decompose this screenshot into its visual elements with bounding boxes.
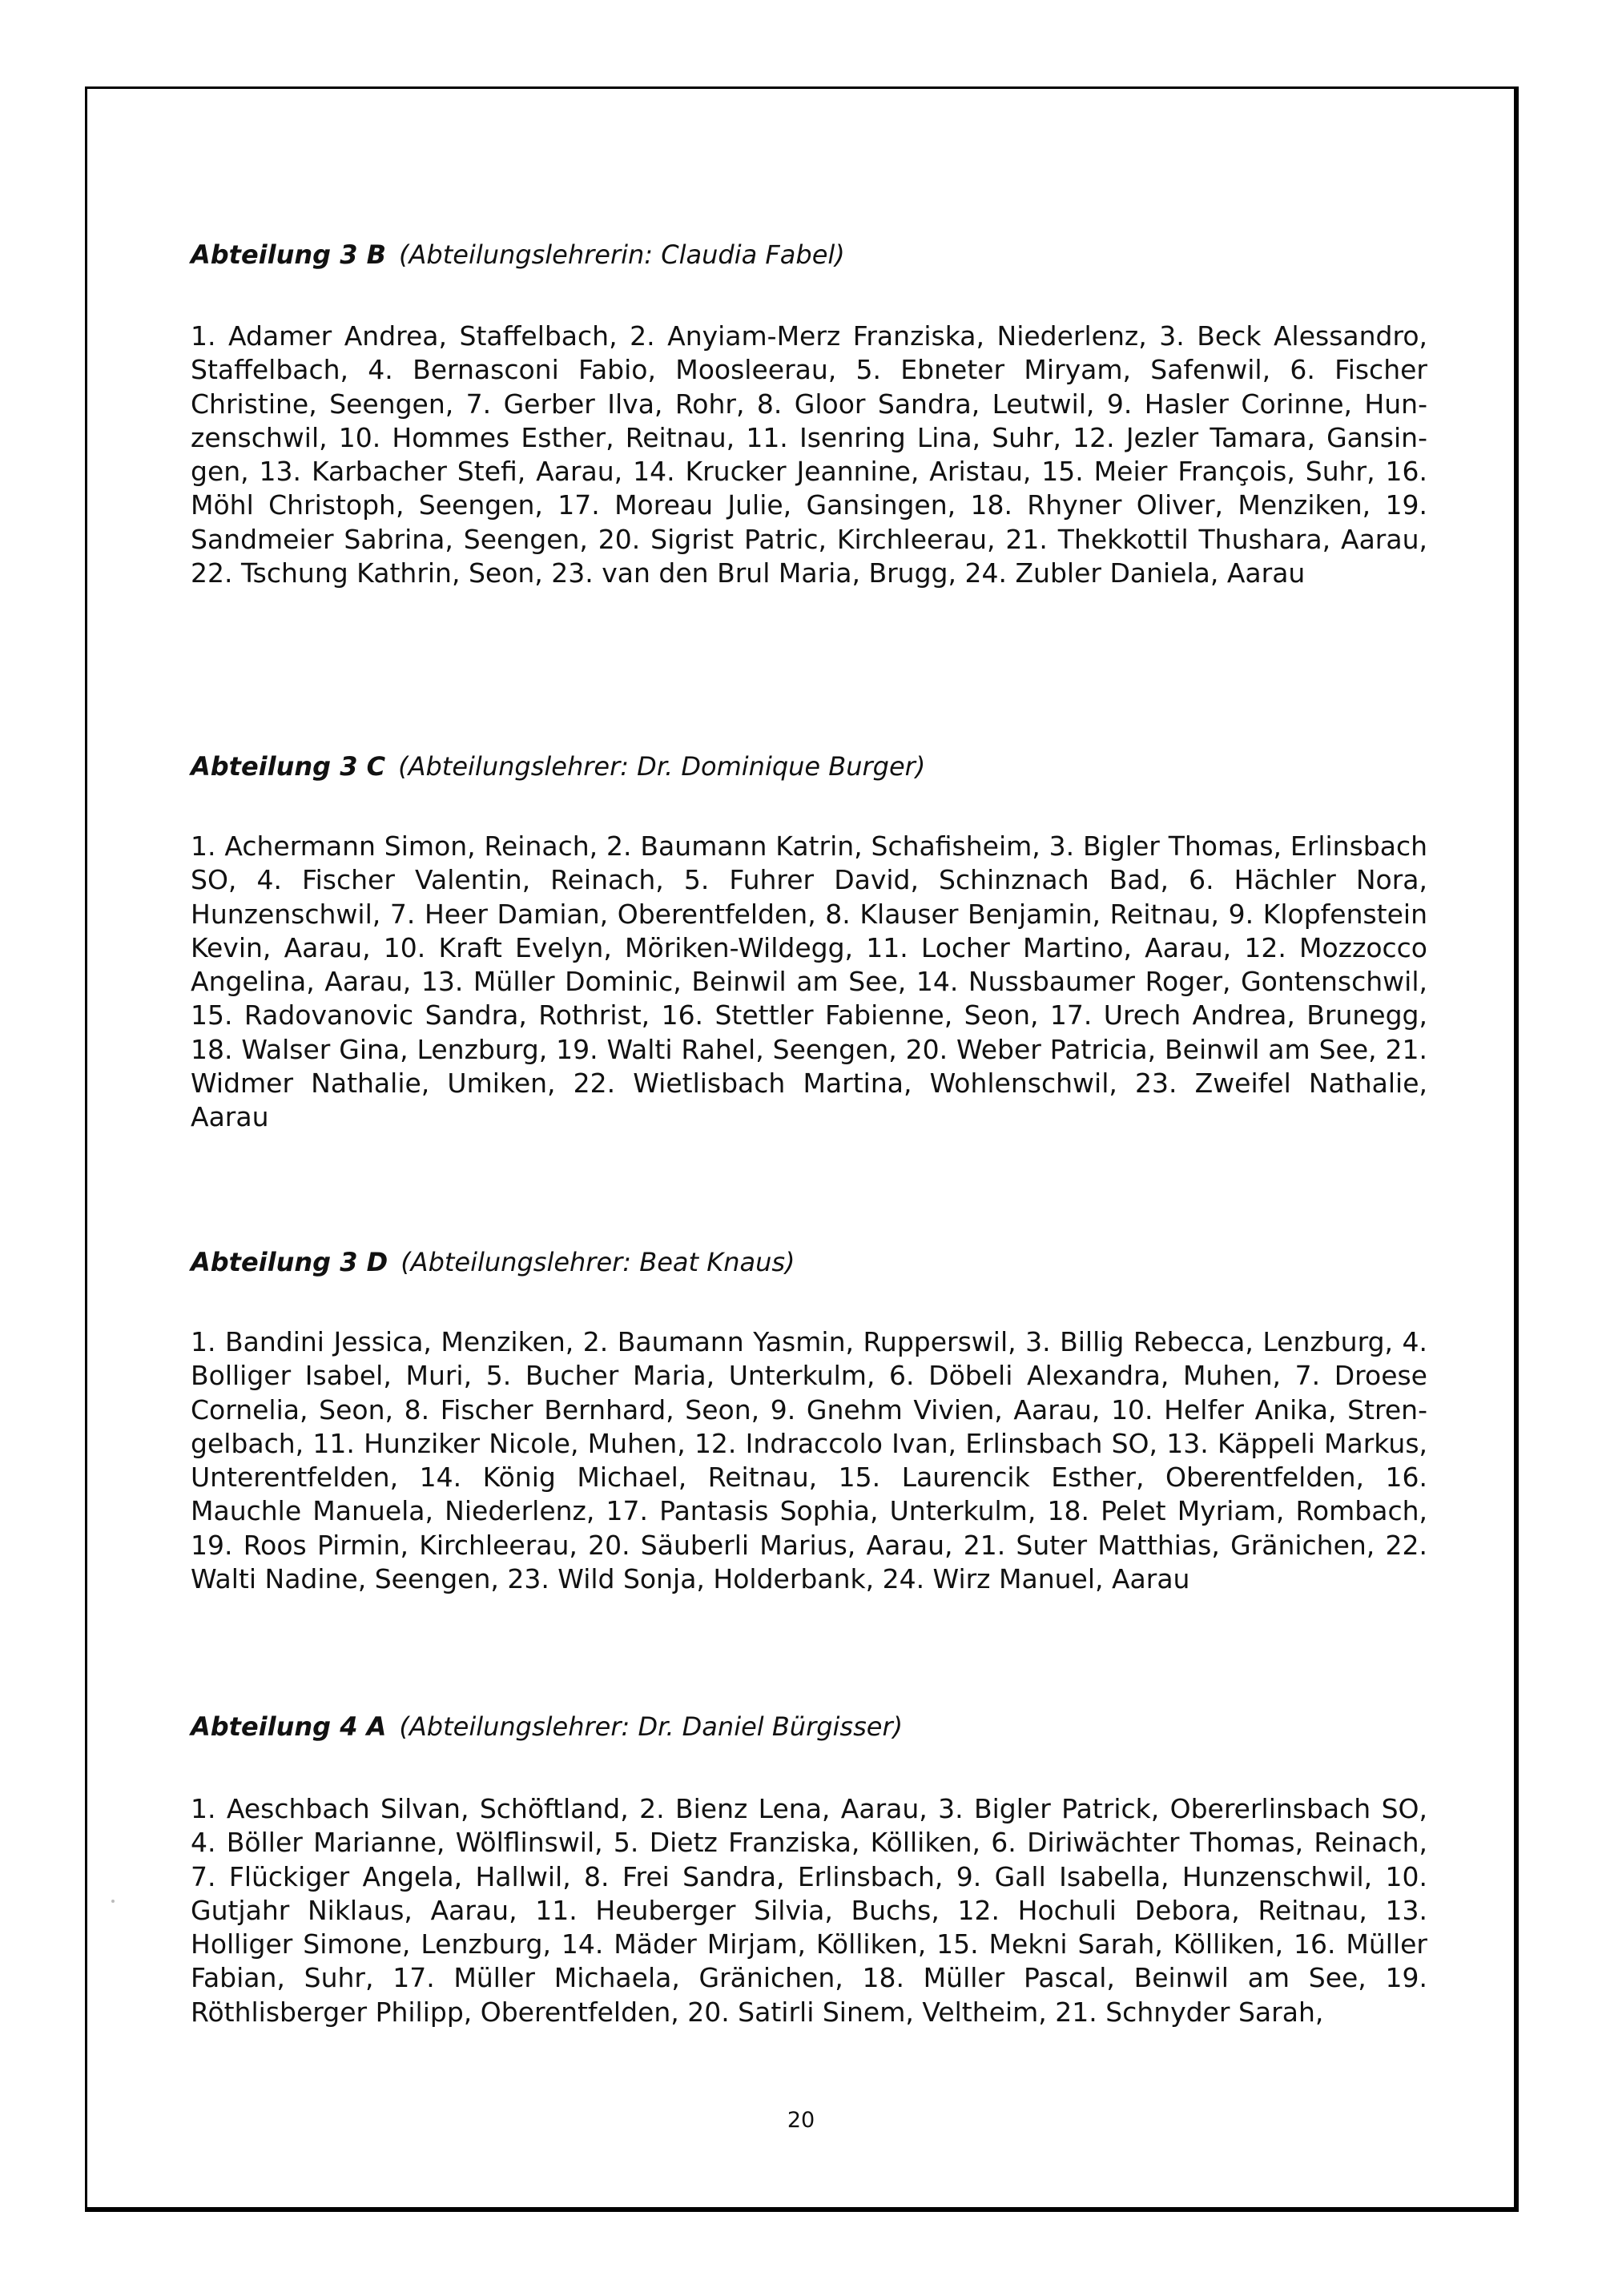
section-heading (191, 239, 1427, 271)
department-label: Abteilung 3 D (191, 1247, 388, 1277)
scan-artifact (111, 1900, 115, 1903)
teacher-label: (Abteilungslehrer: Beat Knaus) (400, 1247, 795, 1277)
page-number: 20 (787, 2108, 815, 2133)
section-4a (191, 1711, 1427, 2029)
teacher-label: (Abteilungslehrer: Dr. Dominique Burger) (398, 751, 926, 782)
section-heading (191, 750, 1427, 782)
department-label: Abteilung 3 C (191, 751, 386, 782)
section-3d (191, 1246, 1427, 1596)
department-label: Abteilung 3 B (191, 239, 387, 270)
section-3b (191, 239, 1427, 590)
section-3c (191, 750, 1427, 1135)
section-heading (191, 1711, 1427, 1743)
member-list: 1. Aeschbach Silvan, Schöftland, 2. Bienz Lena, Aarau, 3. Bigler Patrick, Obererlinsbach SO, 4. Böller Marianne, Wölflinswil, 5. Dietz Franziska, Kölliken, 6. Diriwächter Thomas, Reinach, 7. Flückiger Angela, Hallwil, 8. Frei Sandra, Erlinsbach, 9. Gall Isabella, Hunzenschwil, 10. Gutjahr Niklaus, Aarau, 11. Heuberger Silvia, Buchs, 12. Hochuli Debora, Reitnau, 13. Holliger Simone, Lenzburg, 14. Mäder Mirjam, Kölliken, 15. Mekni Sarah, Kölliken, 16. Müller Fabian, Suhr, 17. Müller Michaela, Gränichen, 18. Müller Pascal, Beinwil am See, 19. Röthlisberger Philipp, Oberentfelden, 20. Satirli Sinem, Veltheim, 21. Schnyder Sarah, (191, 1793, 1427, 2028)
member-list: 1. Bandini Jessica, Menziken, 2. Baumann Yasmin, Rupperswil, 3. Billig Rebecca, Lenzburg, 4. Bolliger Isabel, Muri, 5. Bucher Maria, Unterkulm, 6. Döbeli Alexandra, Muhen, 7. Droese Cornelia, Seon, 8. Fischer Bernhard, Seon, 9. Gnehm Vivien, Aarau, 10. Helfer Anika, Strengelbach, 11. Hunziker Nicole, Muhen, 12. Indraccolo Ivan, Erlinsbach SO, 13. Käppeli Markus, Unterentfelden, 14. König Michael, Reitnau, 15. Laurencik Esther, Oberentfelden, 16. Mauchle Manuela, Niederlenz, 17. Pantasis Sophia, Unterkulm, 18. Pelet Myriam, Rombach, 19. Roos Pirmin, Kirchleerau, 20. Säuberli Marius, Aarau, 21. Suter Matthias, Gränichen, 22. Walti Nadine, Seengen, 23. Wild Sonja, Holderbank, 24. Wirz Manuel, Aarau (191, 1326, 1427, 1595)
member-list: 1. Achermann Simon, Reinach, 2. Baumann Katrin, Schafisheim, 3. Bigler Thomas, Erlinsbach SO, 4. Fischer Valentin, Reinach, 5. Fuhrer David, Schinznach Bad, 6. Hächler Nora, Hunzenschwil, 7. Heer Damian, Oberentfelden, 8. Klauser Benjamin, Reitnau, 9. Klopfenstein Kevin, Aarau, 10. Kraft Evelyn, Möriken-Wildegg, 11. Locher Martino, Aarau, 12. Mozzocco Angelina, Aarau, 13. Müller Dominic, Beinwil am See, 14. Nussbaumer Roger, Gontenschwil, 15. Radovanovic Sandra, Rothrist, 16. Stettler Fabienne, Seon, 17. Urech Andrea, Brunegg, 18. Walser Gina, Lenzburg, 19. Walti Rahel, Seengen, 20. Weber Patricia, Beinwil am See, 21. Widmer Nathalie, Umiken, 22. Wietlisbach Martina, Wohlenschwil, 23. Zweifel Nathalie, Aarau (191, 830, 1427, 1133)
teacher-label: (Abteilungslehrer: Dr. Daniel Bürgisser) (399, 1711, 904, 1742)
teacher-label: (Abteilungslehrerin: Claudia Fabel) (399, 239, 845, 270)
department-label: Abteilung 4 A (191, 1711, 387, 1742)
member-list: 1. Adamer Andrea, Staffelbach, 2. Anyiam-Merz Franziska, Niederlenz, 3. Beck Alessandro, Staffelbach, 4. Bernasconi Fabio, Moosleerau, 5. Ebneter Miryam, Safenwil, 6. Fischer Christine, Seengen, 7. Gerber Ilva, Rohr, 8. Gloor Sandra, Leutwil, 9. Hasler Corinne, Hunzenschwil, 10. Hommes Esther, Reitnau, 11. Isenring Lina, Suhr, 12. Jezler Tamara, Gansingen, 13. Karbacher Stefi, Aarau, 14. Krucker Jeannine, Aristau, 15. Meier François, Suhr, 16. Möhl Christoph, Seengen, 17. Moreau Julie, Gansingen, 18. Rhyner Oliver, Menziken, 19. Sandmeier Sabrina, Seengen, 20. Sigrist Patric, Kirchleerau, 21. Thekkottil Thushara, Aarau, 22. Tschung Kathrin, Seon, 23. van den Brul Maria, Brugg, 24. Zubler Daniela, Aarau (191, 320, 1427, 589)
section-heading (191, 1246, 1427, 1278)
